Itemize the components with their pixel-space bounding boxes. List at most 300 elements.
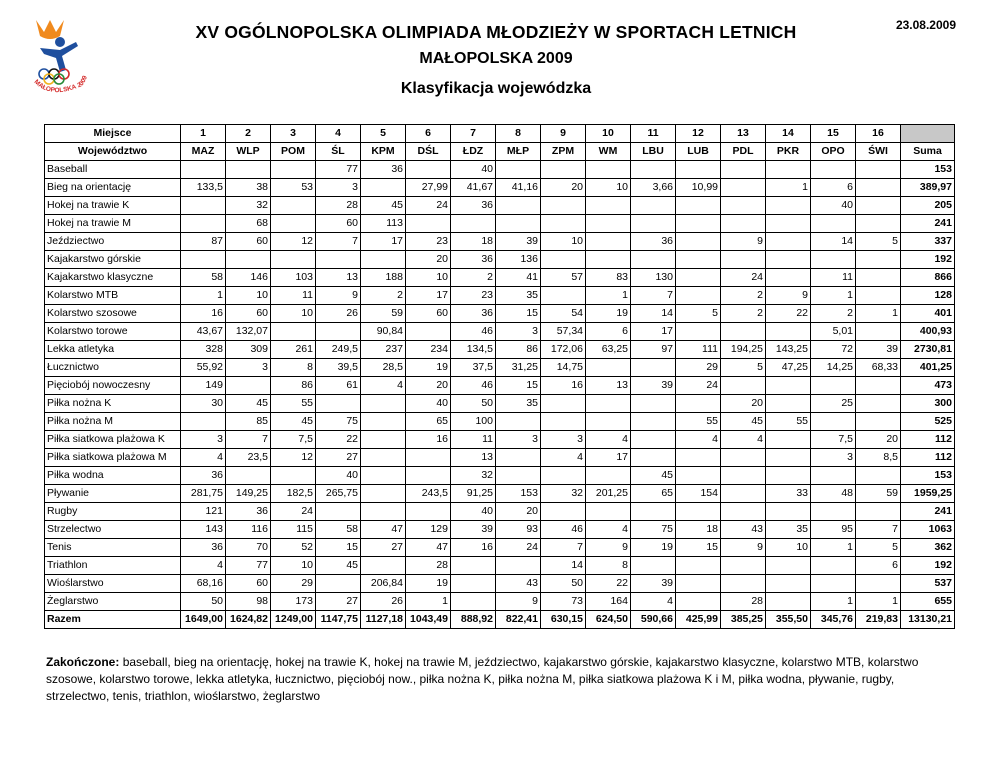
points-cell [406,215,451,233]
points-cell: 50 [541,575,586,593]
points-cell: 133,5 [181,179,226,197]
points-cell: 60 [406,305,451,323]
sum-cell: 241 [901,215,955,233]
points-cell: 52 [271,539,316,557]
points-cell: 4 [676,431,721,449]
region-header: MAZ [181,143,226,161]
region-header: WM [586,143,631,161]
points-cell [631,359,676,377]
points-cell: 113 [361,215,406,233]
points-cell: 58 [181,269,226,287]
points-cell [721,197,766,215]
points-cell: 41,16 [496,179,541,197]
sum-cell: 112 [901,431,955,449]
points-cell: 57 [541,269,586,287]
points-cell: 36 [181,539,226,557]
table-row [45,197,955,215]
points-cell: 164 [586,593,631,611]
points-cell [766,575,811,593]
points-cell: 6 [811,179,856,197]
place-header: 4 [316,125,361,143]
points-cell: 143,25 [766,341,811,359]
points-cell [496,449,541,467]
points-cell: 115 [271,521,316,539]
points-cell: 26 [361,593,406,611]
points-cell: 90,84 [361,323,406,341]
table-row [45,305,955,323]
points-cell [496,413,541,431]
points-cell: 75 [316,413,361,431]
points-cell: 68,16 [181,575,226,593]
points-cell [856,413,901,431]
points-cell: 425,99 [676,611,721,629]
points-cell: 40 [406,395,451,413]
place-header: 1 [181,125,226,143]
points-cell [721,485,766,503]
points-cell [856,215,901,233]
points-cell: 65 [406,413,451,431]
points-cell: 20 [406,377,451,395]
points-cell [721,377,766,395]
points-cell [721,323,766,341]
ranking-table [44,124,955,629]
table-row [45,467,955,485]
points-cell [316,251,361,269]
sum-cell: 525 [901,413,955,431]
points-cell: 60 [316,215,361,233]
points-cell: 111 [676,341,721,359]
points-cell: 97 [631,341,676,359]
points-cell: 1043,49 [406,611,451,629]
points-cell: 77 [316,161,361,179]
points-cell [181,161,226,179]
points-cell [811,215,856,233]
points-cell: 261 [271,341,316,359]
points-cell: 188 [361,269,406,287]
points-cell: 10 [586,179,631,197]
points-cell: 9 [586,539,631,557]
points-cell: 5 [856,539,901,557]
table-row [45,431,955,449]
points-cell: 129 [406,521,451,539]
points-cell: 60 [226,305,271,323]
points-cell [721,557,766,575]
points-cell: 4 [361,377,406,395]
ranking-body [45,161,955,629]
points-cell [676,251,721,269]
points-cell: 40 [451,503,496,521]
points-cell: 385,25 [721,611,766,629]
places-header-label: Miejsce [45,125,181,143]
points-cell: 40 [316,467,361,485]
table-row [45,521,955,539]
discipline-name: Hokej na trawie K [45,197,181,215]
place-header: 2 [226,125,271,143]
points-cell [226,251,271,269]
region-header: MŁP [496,143,541,161]
table-row [45,449,955,467]
points-cell: 31,25 [496,359,541,377]
points-cell [721,215,766,233]
points-cell [271,251,316,269]
points-cell: 24 [271,503,316,521]
points-cell: 86 [496,341,541,359]
points-cell: 28 [721,593,766,611]
points-cell: 243,5 [406,485,451,503]
points-cell: 1 [811,287,856,305]
points-cell [676,557,721,575]
points-cell: 5,01 [811,323,856,341]
points-cell [856,179,901,197]
points-cell: 50 [181,593,226,611]
points-cell [586,359,631,377]
points-cell: 17 [631,323,676,341]
points-cell [766,503,811,521]
report-date: 23.08.2009 [895,18,956,32]
sum-cell: 401,25 [901,359,955,377]
region-header: KPM [361,143,406,161]
place-header: 10 [586,125,631,143]
points-cell: 7,5 [811,431,856,449]
table-row [45,413,955,431]
points-cell: 9 [721,233,766,251]
points-cell: 7 [541,539,586,557]
points-cell: 63,25 [586,341,631,359]
points-cell: 28 [406,557,451,575]
place-header: 15 [811,125,856,143]
points-cell [406,161,451,179]
points-cell: 22 [586,575,631,593]
points-cell: 4 [181,557,226,575]
points-cell [721,575,766,593]
sum-cell: 192 [901,557,955,575]
points-cell: 1 [811,593,856,611]
region-header: LBU [631,143,676,161]
sum-cell: 337 [901,233,955,251]
page-subtitle: MAŁOPOLSKA 2009 [419,50,573,67]
points-cell: 3 [496,431,541,449]
points-cell [856,323,901,341]
discipline-name: Kolarstwo MTB [45,287,181,305]
points-cell: 1 [766,179,811,197]
points-cell [676,269,721,287]
points-cell: 345,76 [811,611,856,629]
points-cell [271,467,316,485]
place-header: 11 [631,125,676,143]
points-cell: 25 [811,395,856,413]
completed-label: Zakończone: [46,655,120,669]
points-cell: 3 [811,449,856,467]
points-cell: 12 [271,233,316,251]
points-cell: 16 [406,431,451,449]
points-cell: 46 [541,521,586,539]
points-cell [226,377,271,395]
points-cell: 219,83 [856,611,901,629]
points-cell [496,215,541,233]
points-cell: 20 [721,395,766,413]
points-cell: 26 [316,305,361,323]
points-cell: 45 [631,467,676,485]
points-cell [766,449,811,467]
points-cell: 1249,00 [271,611,316,629]
points-cell [586,413,631,431]
points-cell: 39 [856,341,901,359]
points-cell [856,467,901,485]
sum-cell: 866 [901,269,955,287]
points-cell: 60 [226,233,271,251]
points-cell [361,413,406,431]
points-cell [766,377,811,395]
table-row [45,161,955,179]
points-cell: 3 [316,179,361,197]
points-cell [361,503,406,521]
points-cell [766,233,811,251]
points-cell: 265,75 [316,485,361,503]
discipline-name: Wioślarstwo [45,575,181,593]
discipline-name: Piłka nożna K [45,395,181,413]
points-cell [496,161,541,179]
points-cell: 8,5 [856,449,901,467]
points-cell [541,467,586,485]
points-cell: 4 [586,431,631,449]
points-cell [586,161,631,179]
points-cell: 10 [766,539,811,557]
points-cell: 20 [541,179,586,197]
points-cell [721,161,766,179]
points-cell: 18 [451,233,496,251]
discipline-name: Żeglarstwo [45,593,181,611]
classification-title: Klasyfikacja wojewódzka [400,80,592,97]
points-cell [316,395,361,413]
points-cell: 36 [361,161,406,179]
points-cell: 28,5 [361,359,406,377]
points-cell: 43 [721,521,766,539]
points-cell: 32 [541,485,586,503]
points-cell: 47,25 [766,359,811,377]
points-cell: 5 [856,233,901,251]
points-cell: 2 [811,305,856,323]
points-cell: 33 [766,485,811,503]
points-cell [856,503,901,521]
points-cell: 9 [721,539,766,557]
points-cell [811,557,856,575]
discipline-name: Hokej na trawie M [45,215,181,233]
sum-cell: 473 [901,377,955,395]
points-cell [811,503,856,521]
points-cell: 85 [226,413,271,431]
points-cell: 28 [316,197,361,215]
points-cell: 624,50 [586,611,631,629]
points-cell: 55 [766,413,811,431]
points-cell: 201,25 [586,485,631,503]
points-cell: 20 [496,503,541,521]
points-cell: 1 [586,287,631,305]
points-cell: 19 [631,539,676,557]
points-cell: 57,34 [541,323,586,341]
points-cell: 14 [811,233,856,251]
points-cell: 7,5 [271,431,316,449]
points-cell: 95 [811,521,856,539]
points-cell: 27 [316,449,361,467]
points-cell: 43 [496,575,541,593]
points-cell: 173 [271,593,316,611]
sum-cell: 205 [901,197,955,215]
points-cell [586,197,631,215]
points-cell: 46 [451,377,496,395]
table-row [45,557,955,575]
points-cell [406,503,451,521]
points-cell: 93 [496,521,541,539]
points-cell [541,215,586,233]
points-cell: 237 [361,341,406,359]
places-header-row [45,125,955,143]
discipline-name: Piłka wodna [45,467,181,485]
points-cell [316,575,361,593]
points-cell: 172,06 [541,341,586,359]
points-cell: 132,07 [226,323,271,341]
points-cell: 39 [496,233,541,251]
points-cell: 39,5 [316,359,361,377]
points-cell [766,197,811,215]
table-row [45,215,955,233]
points-cell: 68,33 [856,359,901,377]
points-cell [856,575,901,593]
points-cell: 182,5 [271,485,316,503]
points-cell: 1 [811,539,856,557]
points-cell [496,197,541,215]
points-cell: 13 [316,269,361,287]
discipline-name: Lekka atletyka [45,341,181,359]
table-row [45,323,955,341]
points-cell [856,269,901,287]
points-cell: 87 [181,233,226,251]
points-cell [721,503,766,521]
points-cell [721,467,766,485]
points-cell: 328 [181,341,226,359]
table-row [45,593,955,611]
discipline-name: Bieg na orientację [45,179,181,197]
points-cell [316,323,361,341]
points-cell: 35 [496,395,541,413]
points-cell: 36 [181,467,226,485]
points-cell: 10,99 [676,179,721,197]
points-cell: 249,5 [316,341,361,359]
points-cell [406,467,451,485]
discipline-name: Piłka siatkowa plażowa M [45,449,181,467]
points-cell: 9 [496,593,541,611]
points-cell: 98 [226,593,271,611]
completed-note [46,654,946,705]
region-header: WLP [226,143,271,161]
points-cell: 7 [631,287,676,305]
points-cell: 75 [631,521,676,539]
discipline-name: Piłka siatkowa plażowa K [45,431,181,449]
points-cell: 1147,75 [316,611,361,629]
points-cell: 22 [766,305,811,323]
place-header: 3 [271,125,316,143]
regions-header-row [45,143,955,161]
points-cell: 16 [541,377,586,395]
points-cell: 2 [451,269,496,287]
discipline-name: Kajakarstwo górskie [45,251,181,269]
points-cell [721,449,766,467]
points-cell [676,287,721,305]
points-cell: 888,92 [451,611,496,629]
points-cell [406,323,451,341]
discipline-name: Tenis [45,539,181,557]
points-cell: 130 [631,269,676,287]
points-cell: 15 [676,539,721,557]
points-cell [721,179,766,197]
points-cell [676,575,721,593]
points-cell [676,503,721,521]
points-cell: 7 [856,521,901,539]
points-cell [631,449,676,467]
region-header: POM [271,143,316,161]
points-cell [631,431,676,449]
points-cell [856,377,901,395]
table-row [45,269,955,287]
points-cell: 35 [766,521,811,539]
points-cell: 281,75 [181,485,226,503]
points-cell [856,395,901,413]
sum-header: Suma [901,143,955,161]
region-header: ŚWI [856,143,901,161]
points-cell: 8 [271,359,316,377]
sum-cell: 2730,81 [901,341,955,359]
points-cell: 1 [181,287,226,305]
points-cell [811,575,856,593]
points-cell: 20 [406,251,451,269]
points-cell: 12 [271,449,316,467]
points-cell [271,161,316,179]
points-cell: 53 [271,179,316,197]
discipline-name: Jeździectwo [45,233,181,251]
points-cell: 17 [361,233,406,251]
points-cell [766,215,811,233]
table-row [45,359,955,377]
points-cell: 45 [721,413,766,431]
points-cell [586,215,631,233]
points-cell: 73 [541,593,586,611]
points-cell [586,503,631,521]
table-row [45,251,955,269]
points-cell [766,161,811,179]
points-cell: 45 [361,197,406,215]
region-header: OPO [811,143,856,161]
table-row [45,287,955,305]
points-cell: 47 [406,539,451,557]
points-cell: 14 [541,557,586,575]
points-cell: 8 [586,557,631,575]
points-cell [496,467,541,485]
points-cell [361,485,406,503]
points-cell: 55 [271,395,316,413]
points-cell [541,503,586,521]
points-cell: 121 [181,503,226,521]
points-cell [226,161,271,179]
points-cell: 146 [226,269,271,287]
points-cell [316,503,361,521]
points-cell: 24 [676,377,721,395]
discipline-name: Piłka nożna M [45,413,181,431]
sum-header-blank [901,125,955,143]
points-cell: 7 [226,431,271,449]
points-cell: 14 [631,305,676,323]
points-cell: 4 [721,431,766,449]
points-cell: 2 [721,287,766,305]
place-header: 12 [676,125,721,143]
